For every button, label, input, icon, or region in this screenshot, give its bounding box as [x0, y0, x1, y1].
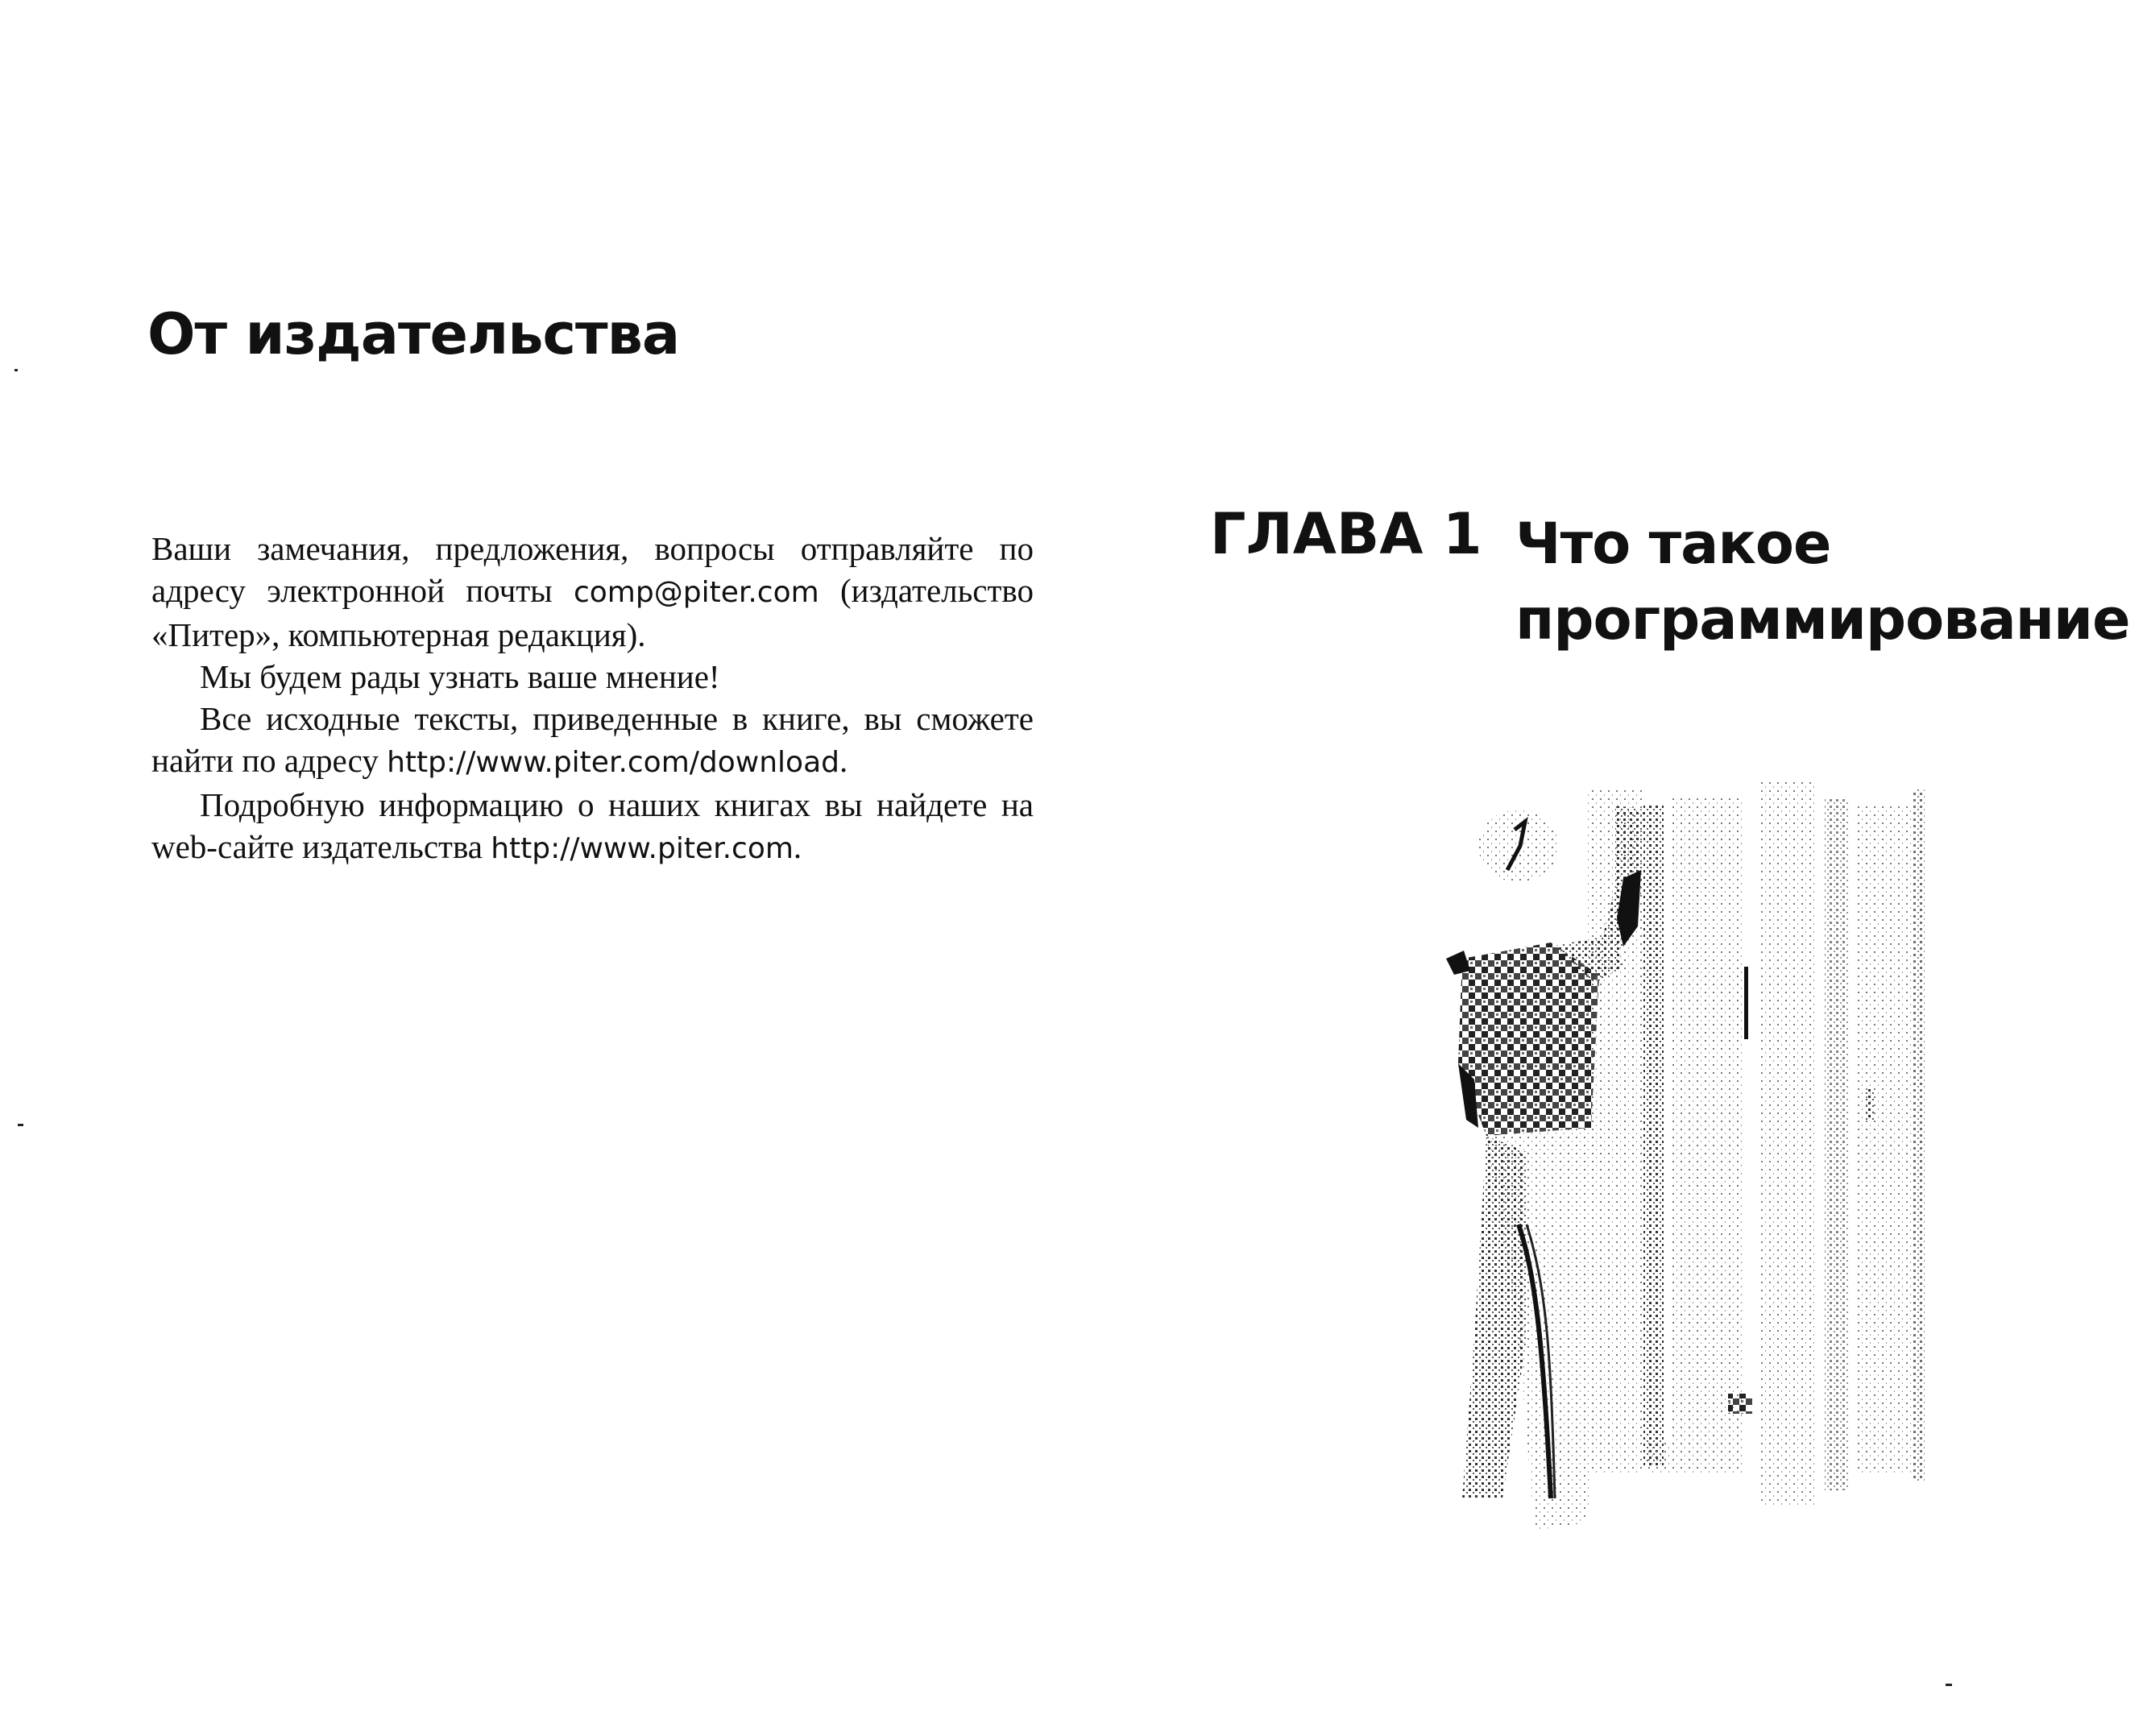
figure-at-doorway-illustration: [1430, 773, 1938, 1555]
website-link[interactable]: http://www.piter.com: [491, 832, 794, 865]
chapter-title-line: программирование: [1515, 586, 2130, 653]
chapter-title: [1515, 506, 2130, 657]
download-link[interactable]: http://www.piter.com/download: [387, 746, 839, 779]
section-title: От издательства: [147, 301, 680, 367]
paragraph: Все исходные тексты, приведенные в книге, вы сможете найти по адресу http://www.piter.com/download.: [151, 700, 1034, 779]
chapter-label: ГЛАВА 1: [1210, 501, 1482, 567]
scan-speck: [18, 1124, 23, 1126]
scan-speck: [1946, 1684, 1952, 1686]
publisher-note: [151, 528, 1034, 870]
email-link[interactable]: comp@piter.com: [573, 576, 819, 609]
chapter-title-line: Что такое: [1515, 511, 1831, 577]
right-page: [1076, 0, 2151, 1736]
scan-speck: [15, 369, 18, 371]
paragraph: Мы будем рады узнать ваше мнение!: [200, 658, 720, 695]
paragraph: Подробную информацию о наших книгах вы найдете на web-сайте издательства http://www.piter.com.: [151, 786, 1034, 865]
paragraph: Ваши замечания, предложения, вопросы отправляйте по адресу электронной почты comp@piter.com (издательство «Питер», компьютерная редакция).: [151, 530, 1034, 653]
